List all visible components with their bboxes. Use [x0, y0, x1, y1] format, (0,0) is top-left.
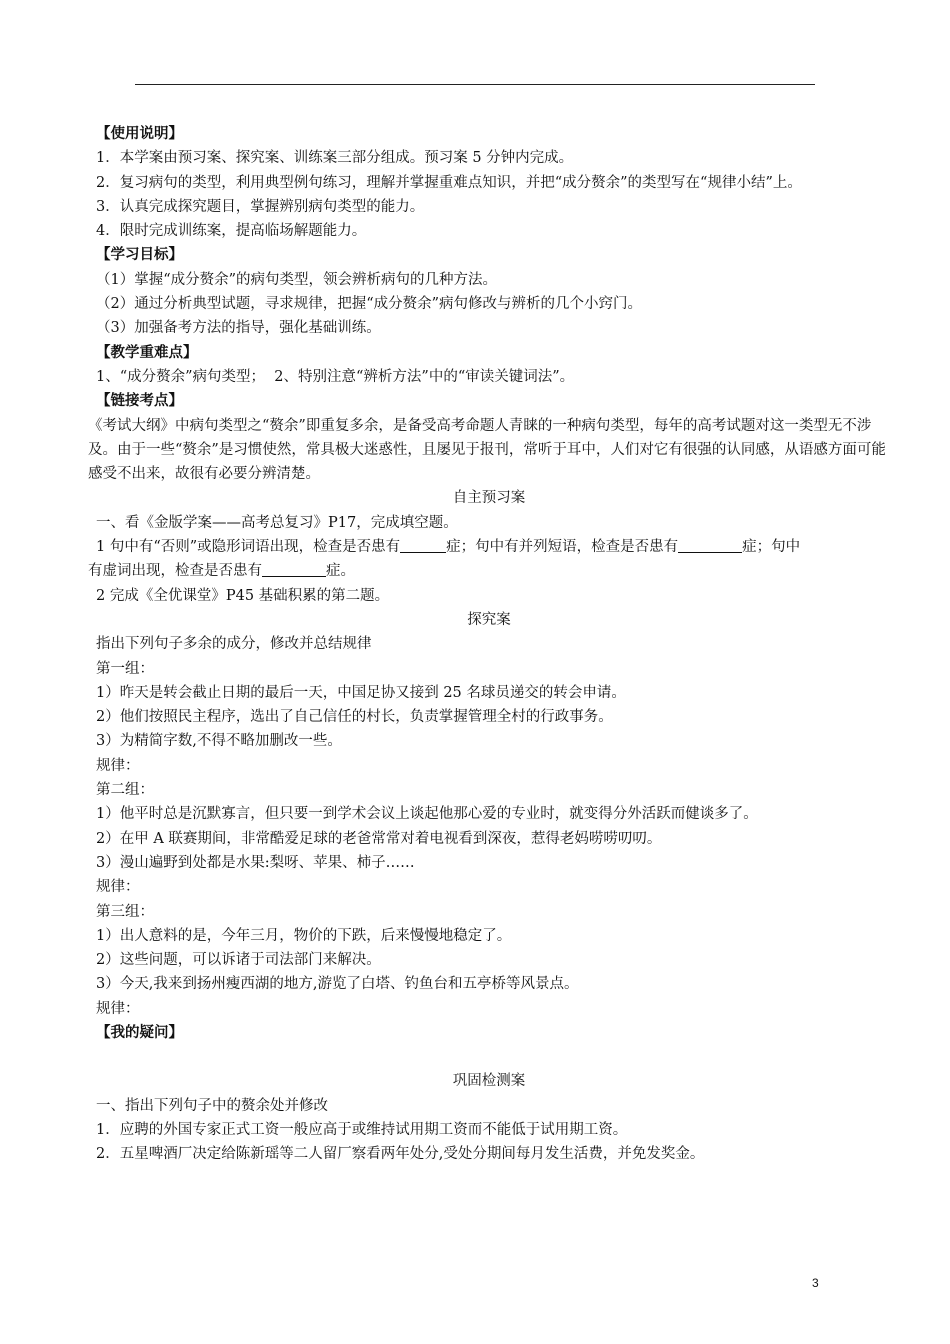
- preview-item-1: 一、看《金版学案——高考总复习》P17，完成填空题。: [96, 514, 458, 531]
- group-2-label: 第二组：: [96, 782, 154, 799]
- group-1-label: 第一组：: [96, 660, 154, 677]
- exam-heading: 【链接考点】: [96, 392, 183, 410]
- group-1-item-2: 2）他们按照民主程序，选出了自己信任的村长，负责掌握管理全村的行政事务。: [96, 709, 613, 726]
- header-rule: [135, 84, 815, 85]
- usage-item-1: 1．本学案由预习案、探究案、训练案三部分组成。预习案 5 分钟内完成。: [96, 150, 574, 167]
- preview-fill-line-2: [88, 559, 890, 583]
- exam-text: 《考试大纲》中病句类型之“赘余”即重复多余，是备受高考命题人青睐的一种病句类型，每年的高考试题对这一类型无不涉及。由于一些“赘余”是习惯使然，常具极大迷惑性，且屡见于报刊，常听于耳中，人们对它有很强的认同感，从语感方面可能感受不出来，故很有必要分辨清楚。: [88, 417, 886, 483]
- consolidate-item-1: 一、指出下列句子中的赘余处并修改: [96, 1097, 328, 1114]
- group-3-item-3: 3）今天,我来到扬州瘦西湖的地方,游览了白塔、钓鱼台和五亭桥等风景点。: [96, 976, 579, 993]
- preview-fill-line-1: [88, 535, 890, 559]
- consolidate-q2: 2．五星啤酒厂决定给陈新瑶等二人留厂察看两年处分,受处分期间每月发生活费，并免发奖金。: [96, 1146, 705, 1163]
- group-1-rule: 规律：: [96, 757, 140, 774]
- group-3-label: 第三组：: [96, 903, 154, 920]
- group-1-item-1: 1）昨天是转会截止日期的最后一天，中国足协又接到 25 名球员递交的转会申请。: [96, 684, 626, 701]
- usage-item-4: 4．限时完成训练案，提高临场解题能力。: [96, 223, 367, 240]
- group-3-rule: 规律：: [96, 1000, 140, 1017]
- fill-text-5: 症。: [326, 563, 355, 580]
- group-2-rule: 规律：: [96, 879, 140, 896]
- usage-item-3: 3．认真完成探究题目，掌握辨别病句类型的能力。: [96, 198, 425, 215]
- focus-text: 1、“成分赘余”病句类型； 2、特别注意“辨析方法”中的“审读关键词法”。: [96, 368, 575, 385]
- group-3-item-1: 1）出人意料的是，今年三月，物价的下跌，后来慢慢地稳定了。: [96, 927, 512, 944]
- explore-intro: 指出下列句子多余的成分，修改并总结规律: [96, 636, 372, 653]
- goal-item-3: （3）加强备考方法的指导，强化基础训练。: [96, 320, 381, 337]
- fill-text-4: 有虚词出现，检查是否患有: [88, 563, 262, 580]
- group-1-item-3: 3）为精简字数,不得不略加删改一些。: [96, 733, 342, 750]
- explore-title: 探究案: [467, 611, 511, 628]
- document-body: [88, 122, 890, 1166]
- fill-blank-2[interactable]: [678, 536, 742, 553]
- goal-item-1: （1）掌握“成分赘余”的病句类型，领会辨析病句的几种方法。: [96, 271, 498, 288]
- fill-text-1: 1 句中有“否则”或隐形词语出现，检查是否患有: [96, 539, 401, 556]
- usage-item-2: 2．复习病句的类型，利用典型例句练习，理解并掌握重难点知识，并把“成分赘余”的类型写在“规律小结”上。: [96, 174, 802, 191]
- consolidate-title: 巩固检测案: [452, 1073, 526, 1090]
- group-2-item-2: 2）在甲 A 联赛期间，非常酷爱足球的老爸常常对着电视看到深夜，惹得老妈唠唠叨叨。: [96, 830, 662, 847]
- fill-blank-3[interactable]: [262, 560, 326, 577]
- preview-item-2: 2 完成《全优课堂》P45 基础积累的第二题。: [96, 587, 390, 604]
- consolidate-q1: 1．应聘的外国专家正式工资一般应高于或维持试用期工资而不能低于试用期工资。: [96, 1121, 628, 1138]
- fill-text-3: 症；句中: [742, 539, 801, 556]
- group-2-item-3: 3）漫山遍野到处都是水果:梨呀、苹果、柿子……: [96, 854, 415, 871]
- goal-item-2: （2）通过分析典型试题，寻求规律，把握“成分赘余”病句修改与辨析的几个小窍门。: [96, 296, 643, 313]
- fill-blank-1[interactable]: [400, 536, 446, 553]
- fill-text-2: 症；句中有并列短语，检查是否患有: [446, 539, 679, 556]
- question-space: [88, 1045, 890, 1069]
- focus-heading: 【教学重难点】: [96, 343, 198, 361]
- group-2-item-1: 1）他平时总是沉默寡言，但只要一到学术会议上谈起他那心爱的专业时，就变得分外活跃而健谈多了。: [96, 806, 758, 823]
- usage-heading: 【使用说明】: [96, 125, 183, 142]
- group-3-item-2: 2）这些问题，可以诉诸于司法部门来解决。: [96, 952, 381, 969]
- question-heading: 【我的疑问】: [96, 1023, 183, 1041]
- page-number: 3: [812, 1276, 819, 1290]
- goals-heading: 【学习目标】: [96, 246, 183, 264]
- preview-title: 自主预习案: [452, 490, 526, 507]
